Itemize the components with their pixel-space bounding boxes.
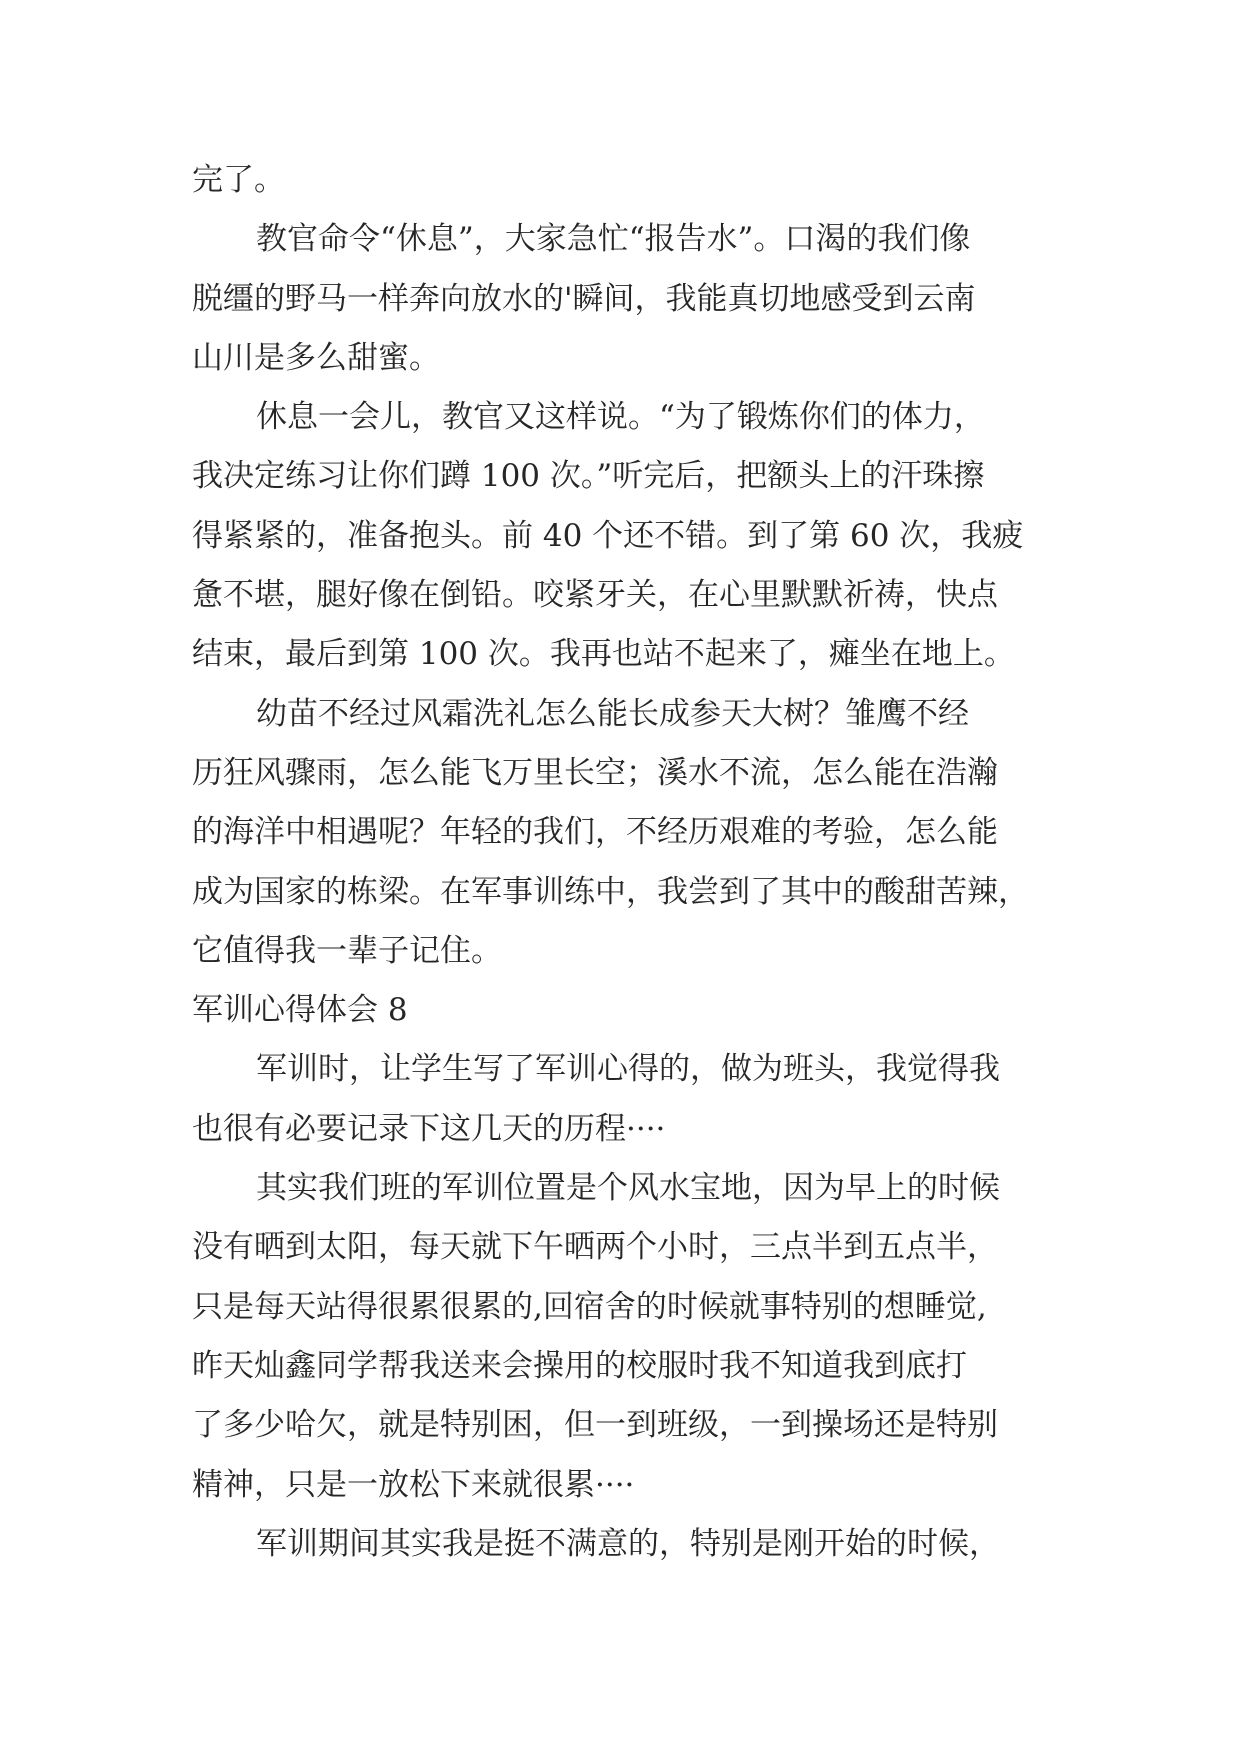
text-line: 脱缰的野马一样奔向放水的'瞬间，我能真切地感受到云南 xyxy=(192,280,976,317)
text-line: 完了。 xyxy=(192,162,285,198)
text-line: 精神，只是一放松下来就很累···· xyxy=(192,1466,635,1503)
text-line: 休息一会儿，教官又这样说。“为了锻炼你们的体力， xyxy=(256,399,985,436)
text-line: 没有晒到太阳，每天就下午晒两个小时，三点半到五点半， xyxy=(192,1229,998,1266)
text-line: 军训期间其实我是挺不满意的，特别是刚开始的时候， xyxy=(256,1525,1000,1562)
text-line: 历狂风骤雨，怎么能飞万里长空；溪水不流，怎么能在浩瀚 xyxy=(192,754,998,791)
text-line: 我决定练习让你们蹲 100 次。”听完后，把额头上的汗珠擦 xyxy=(192,458,985,495)
text-line: 幼苗不经过风霜洗礼怎么能长成参天大树？雏鹰不经 xyxy=(256,695,969,732)
text-line: 结束，最后到第 100 次。我再也站不起来了，瘫坐在地上。 xyxy=(192,636,1015,673)
text-line: 它值得我一辈子记住。 xyxy=(192,932,502,969)
text-line: 得紧紧的，准备抱头。前 40 个还不错。到了第 60 次，我疲 xyxy=(192,517,1024,554)
text-line: 的海洋中相遇呢？年轻的我们，不经历艰难的考验，怎么能 xyxy=(192,814,998,851)
text-line: 惫不堪，腿好像在倒铅。咬紧牙关，在心里默默祈祷，快点 xyxy=(192,577,998,614)
text-line: 只是每天站得很累很累的,回宿舍的时候就事特别的想睡觉, xyxy=(192,1288,987,1325)
document-body xyxy=(192,151,1072,1574)
text-line: 山川是多么甜蜜。 xyxy=(192,339,440,376)
text-line: 军训时，让学生写了军训心得的，做为班头，我觉得我 xyxy=(256,1051,1000,1088)
text-line: 了多少哈欠，就是特别困，但一到班级，一到操场还是特别 xyxy=(192,1407,998,1444)
text-line: 教官命令“休息”，大家急忙“报告水”。口渴的我们像 xyxy=(256,221,971,258)
section-heading: 军训心得体会 8 xyxy=(192,992,408,1029)
text-line: 也很有必要记录下这几天的历程···· xyxy=(192,1110,666,1147)
text-line: 其实我们班的军训位置是个风水宝地，因为早上的时候 xyxy=(256,1170,1000,1207)
text-line: 昨天灿鑫同学帮我送来会操用的校服时我不知道我到底打 xyxy=(192,1347,967,1384)
text-line: 成为国家的栋梁。在军事训练中，我尝到了其中的酸甜苦辣， xyxy=(192,873,1029,910)
